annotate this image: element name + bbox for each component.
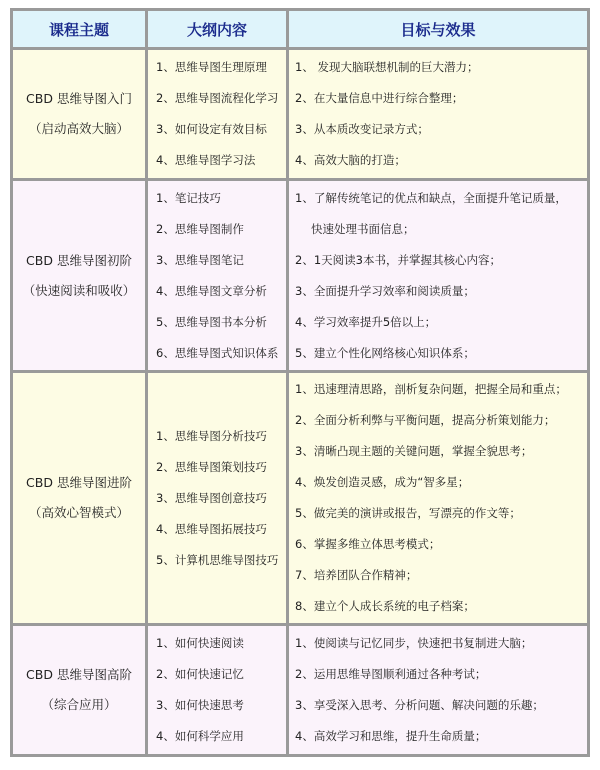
goal-item: 3、享受深入思考、分析问题、解决问题的乐趣；	[295, 698, 544, 712]
outline-cell	[148, 373, 286, 623]
outline-item: 3、如何快速思考	[156, 698, 244, 712]
outline-item: 1、如何快速阅读	[156, 636, 244, 650]
theme-subtitle: （启动高效大脑）	[28, 121, 129, 136]
theme-cell	[13, 50, 145, 178]
outline-cell	[148, 50, 286, 178]
header-course-theme: 课程主题	[13, 11, 145, 47]
goals-cell	[289, 373, 587, 623]
outline-item: 2、思维导图制作	[156, 221, 244, 236]
goals-cell	[289, 626, 587, 754]
theme-title: CBD 思维导图入门	[26, 91, 132, 106]
outline-item: 4、思维导图拓展技巧	[156, 521, 267, 536]
theme-title: CBD 思维导图进阶	[26, 475, 132, 490]
goals-cell	[289, 181, 587, 370]
course-row-intro	[13, 50, 587, 178]
goal-item: 4、高效学习和思维，提升生命质量；	[295, 729, 487, 743]
outline-item: 5、计算机思维导图技巧	[156, 552, 279, 567]
goal-item: 2、1天阅读3本书，并掌握其核心内容；	[295, 252, 501, 267]
outline-item: 4、思维导图文章分析	[156, 283, 267, 298]
outline-item: 4、如何科学应用	[156, 729, 244, 743]
goal-item: 4、学习效率提升5倍以上；	[295, 314, 437, 329]
outline-item: 1、思维导图生理原理	[156, 60, 267, 74]
theme-title: CBD 思维导图初阶	[26, 252, 132, 268]
goal-item: 1、了解传统笔记的优点和缺点，全面提升笔记质量，	[295, 190, 567, 205]
goal-item: 4、高效大脑的打造；	[295, 153, 406, 167]
outline-cell	[148, 626, 286, 754]
goal-item: 2、全面分析利弊与平衡问题，提高分析策划能力；	[295, 413, 556, 427]
theme-subtitle: （综合应用）	[41, 697, 117, 712]
course-row-expert	[13, 626, 587, 754]
outline-item: 1、思维导图分析技巧	[156, 428, 267, 443]
theme-subtitle: （高效心智模式）	[28, 505, 129, 520]
outline-item: 1、笔记技巧	[156, 190, 221, 205]
course-table	[10, 8, 590, 757]
goal-item: 8、建立个人成长系统的电子档案；	[295, 599, 475, 613]
outline-item: 3、如何设定有效目标	[156, 122, 267, 136]
outline-item: 2、如何快速记忆	[156, 667, 244, 681]
header-row	[13, 11, 587, 47]
goal-item: 1、使阅读与记忆同步，快速把书复制进大脑；	[295, 636, 533, 650]
outline-item: 4、思维导图学习法	[156, 153, 256, 167]
goal-item: 3、全面提升学习效率和阅读质量；	[295, 283, 475, 298]
outline-item: 2、思维导图策划技巧	[156, 459, 267, 474]
outline-item: 2、思维导图流程化学习	[156, 91, 279, 105]
goal-item: 7、培养团队合作精神；	[295, 568, 418, 582]
header-goals: 目标与效果	[289, 11, 587, 47]
theme-title: CBD 思维导图高阶	[26, 667, 132, 682]
theme-cell	[13, 626, 145, 754]
goal-item-continuation: 快速处理书面信息；	[311, 221, 415, 236]
goal-item: 2、在大量信息中进行综合整理；	[295, 91, 464, 105]
outline-item: 3、思维导图创意技巧	[156, 490, 267, 505]
goal-item: 4、焕发创造灵感，成为“智多星；	[295, 475, 470, 489]
theme-cell	[13, 181, 145, 370]
outline-item: 3、思维导图笔记	[156, 252, 244, 267]
course-row-advanced	[13, 373, 587, 623]
goal-item: 1、 发现大脑联想机制的巨大潜力；	[295, 60, 479, 74]
goals-cell	[289, 50, 587, 178]
outline-item: 5、思维导图书本分析	[156, 314, 267, 329]
outline-cell	[148, 181, 286, 370]
theme-cell	[13, 373, 145, 623]
goal-item: 3、清晰凸现主题的关键问题，掌握全貌思考；	[295, 444, 533, 458]
header-outline: 大纲内容	[148, 11, 286, 47]
course-row-beginner	[13, 181, 587, 370]
goal-item: 1、迅速理清思路，剖析复杂问题，把握全局和重点；	[295, 382, 567, 396]
goal-item: 2、运用思维导图顺利通过各种考试；	[295, 667, 487, 681]
goal-item: 3、从本质改变记录方式；	[295, 122, 429, 136]
goal-item: 5、建立个性化网络核心知识体系；	[295, 345, 475, 360]
course-table-container	[10, 8, 590, 757]
goal-item: 5、做完美的演讲或报告，写漂亮的作文等；	[295, 506, 521, 520]
goal-item: 6、掌握多维立体思考模式；	[295, 537, 441, 551]
outline-item: 6、思维导图式知识体系	[156, 345, 279, 360]
theme-subtitle: （快速阅读和吸收）	[22, 282, 136, 298]
